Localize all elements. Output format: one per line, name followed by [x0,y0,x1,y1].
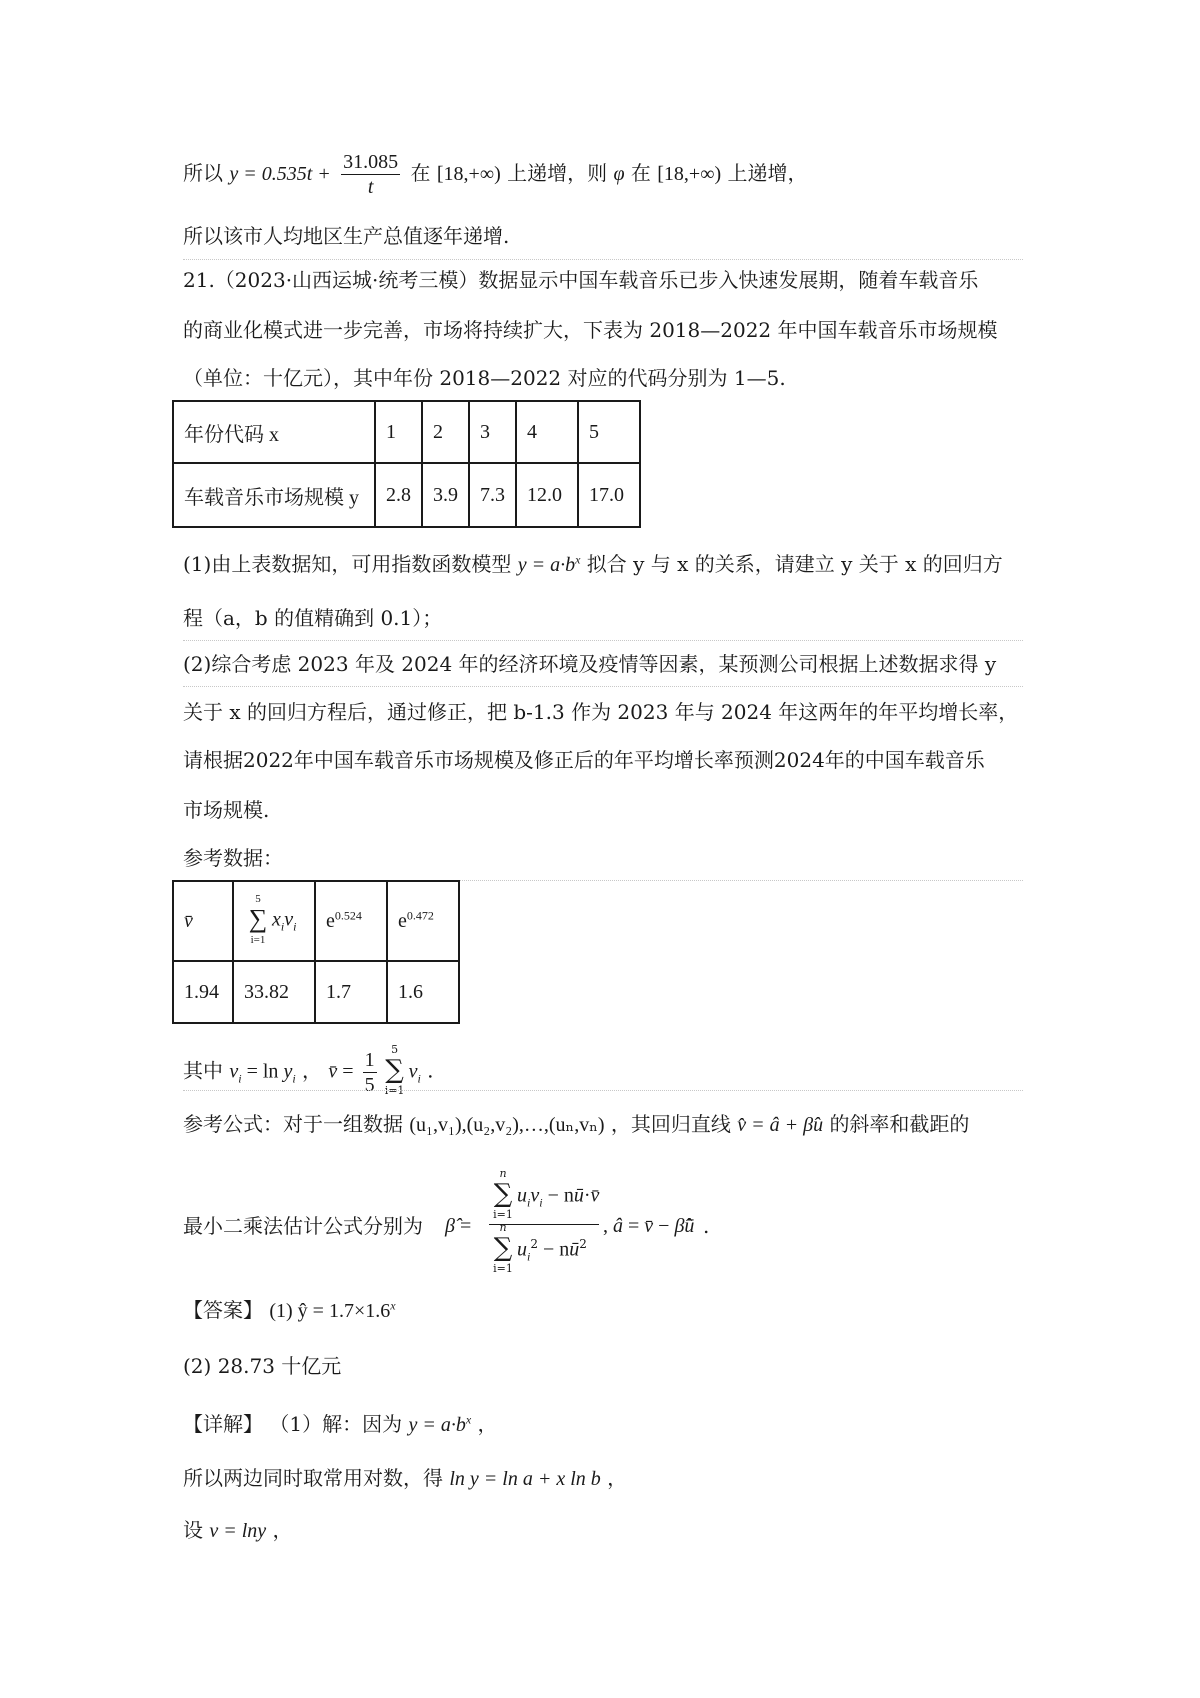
part1-line-1: (1)由上表数据知，可用指数函数模型 $y = a\cdot b^x$ 拟合 y 与 x 的关系，请建立 y 关于 x 的回归方 [183,552,1003,576]
text: ， [607,1466,628,1490]
reference-data-table [172,880,460,1024]
part2-line-4: 市场规模. [183,798,270,822]
table-header-cell: 5 ∑ i=1 $x_iv_i$ [233,881,315,961]
answer-line-2: (2) 28.73 十亿元 [183,1354,342,1378]
text: 在 [630,161,651,185]
table-header-cell: 车载音乐市场规模 y [173,463,375,527]
text: 上递增， [727,161,808,185]
table-header-cell [387,881,459,961]
beta-fraction: n ∑ i=1 $u_iv_i$ − nū·v̄ n ∑ i=1 $u_i^2$ − $nū^2$ [489,1170,599,1280]
exp-base: e [326,909,335,932]
text: ， [272,1518,293,1542]
table-cell: 4 [516,401,578,463]
market-size-table [172,400,641,528]
answer-line-1 [183,1296,396,1325]
exp-base: e [398,909,407,932]
question-line-1: 21.（2023·山西运城·统考三模）数据显示中国车载音乐已步入快速发展期，随着车载音乐 [183,268,979,292]
table-header-cell [315,881,387,961]
part1-line-2: 程（a，b 的值精确到 0.1）； [183,606,443,630]
answer-label: 【答案】 [183,1298,263,1322]
table-row [173,463,640,527]
text: 设 [183,1518,203,1542]
part2-line-1: (2)综合考虑 2023 年及 2024 年的经济环境及疫情等因素，某预测公司根据上述数据求得 y [183,652,997,676]
text: ， [302,1058,323,1083]
table-row [173,961,459,1023]
table-header-cell [173,881,233,961]
exponent: 0.524 [334,907,362,922]
interval: [18,+∞) [657,163,722,185]
fraction: $\frac{1}{5}$ [364,1048,375,1096]
text: . [427,1058,434,1083]
part2-line-2: 关于 x 的回归方程后，通过修正，把 b-1.3 作为 2023 年与 2024 年这两年的年平均增长率， [183,700,1019,724]
divider [183,686,1023,687]
text: (1)由上表数据知，可用指数函数模型 [183,552,512,576]
fraction [341,150,400,199]
divider [183,1090,1023,1091]
vbar-symbol: v̄ [184,909,193,932]
formula-ref-line-1 [183,1110,969,1139]
table-cell: 2.8 [375,463,422,527]
reference-data-label: 参考数据： [183,846,283,870]
formula: y = a·b [408,1414,466,1436]
text: 其中 [183,1058,223,1083]
data-pairs: (u₁,v₁),(u₂,v₂),…,(uₙ,vₙ) [409,1114,605,1136]
table-cell: 33.82 [233,961,315,1023]
sum-lower: i=1 [250,934,266,946]
detail-line-3 [183,1516,293,1545]
table-cell: 2 [422,401,469,463]
detail-label: 【详解】 [183,1412,263,1436]
formula: y = 0.535t + [229,163,331,185]
table-row [173,881,459,961]
answer-formula: (1) ŷ = 1.7×1.6 [269,1300,391,1322]
text: 在 [410,161,431,185]
text: 参考公式：对于一组数据 [183,1112,403,1136]
table-header-cell: 年份代码 x [173,401,375,463]
question-line-3: （单位：十亿元），其中年份 2018—2022 对应的代码分别为 1—5. [183,366,786,390]
formula: ln y = ln a + x ln b [449,1468,601,1490]
detail-line-1: 【详解】 （1）解：因为 $y = a\cdot b^x$ ， [183,1412,498,1436]
table-cell: 3.9 [422,463,469,527]
text: （1）解：因为 [269,1412,403,1436]
text: ，其回归直线 [610,1112,731,1136]
exponent: 0.472 [406,907,434,922]
table-cell: 1.94 [173,961,233,1023]
text: 所以 [183,161,223,185]
table-cell: 1 [375,401,422,463]
divider [183,259,1023,260]
text: 所以两边同时取常用对数，得 [183,1466,443,1490]
text: ， [477,1412,498,1436]
table-cell: 3 [469,401,516,463]
formula: y = a·b [517,554,576,576]
exponent: x [390,1298,396,1313]
table-cell: 1.7 [315,961,387,1023]
formula: v = lny [209,1520,267,1542]
text: 上递增，则 [507,161,608,185]
question-line-2: 的商业化模式进一步完善，市场将持续扩大，下表为 2018—2022 年中国车载音乐市场规模 [183,318,998,342]
interval: [18,+∞) [436,163,501,185]
conclusion-line-2: 所以该市人均地区生产总值逐年递增. [183,224,510,248]
table-cell: 12.0 [516,463,578,527]
detail-line-2 [183,1464,627,1493]
text: 拟合 y 与 x 的关系，请建立 y 关于 x 的回归方 [586,552,1003,576]
part2-line-3: 请根据2022年中国车载音乐市场规模及修正后的年平均增长率预测2024年的中国车载音乐 [183,748,985,772]
sum-upper: 5 [255,893,261,905]
conclusion-line-1 [183,150,807,199]
sum-expression: x [272,908,281,931]
phi-symbol: φ [613,163,625,185]
table-cell: 17.0 [578,463,640,527]
summation-symbol: 5 ∑ i=1 [384,1043,405,1097]
fraction-numerator: 31.085 [343,151,399,173]
document-page: 所以 y = 0.535t + $\frac{31.085}{t}$ 在 [18,+∞) 上递增，则 φ 在 [18,+∞) 上递增， 所以该市人均地区生产总值逐年递增. 21.（2023·山西运城·统考三模）数据显示中国车载音乐已步入快速发展期，随着车载音乐 的商业化模式进一步完善，市场将持续扩大，下表为 2018—2022 年中国车载音乐市场规模 （单位：十亿元），其中年份 2018—2022 对应的代码分别为 1—5. 年份代码 x 1 2 3 4 5 车载音乐市场规模 y 2.8 3.9 7.3 12.0 17.0 (1)由上表数据知，可用指数函数模型 $y = a\cdot b^x$ 拟合 y 与 x 的关系，请建立 y 关于 x 的回归方 程（a，b 的值精确到 0.1）； (2)综合考虑 2023 年及 2024 年的经济环境及疫情等因素，某预测公司根据上述数据求得 y 关于 x 的回归方程后，通过修正，把 b-1.3 作为 2023 年与 2024 年这两年的年平均增长率， 请根据2022年中国车载音乐市场规模及修正后的年平均增长率预测2024年的中国车载音乐 市场规模. 参考数据： v̄ 5 ∑ i=1 $x_iv_i$ $e^{0.524}$ $e^{0.472}$ 1.94 33.82 1.7 1.6 其中 $v_i = \ln y_i$ ， v̄ = $\frac{1}{5}$ 5 ∑ i=1 $v_i$ . 参考公式：对于一组数据 (u₁,v₁),(u₂,v₂),…,(uₙ,vₙ) ，其回归直线 v̂ = â + β̂u 的斜率和截距的 最小二乘法估计公式分别为 β̂ = n ∑ i=1 $u_iv_i$ − nū·v̄ n ∑ i=1 $u_i^2$ − $nū^2$ , â = v̄ − β̂ū . 【答案】 (1) ŷ = $1.7\times 1.6^x$ (2) 28.73 十亿元 【详解】 （1）解：因为 $y = a\cdot b^x$ ， 所以两边同时取常用对数，得 ln y = ln a + x ln b ， 设 v = lny ， [0,0,1200,1698]
table-cell: 7.3 [469,463,516,527]
table-cell: 1.6 [387,961,459,1023]
where-line: 其中 $v_i = \ln y_i$ ， v̄ = $\frac{1}{5}$ 5 ∑ i=1 $v_i$ . [183,1044,434,1084]
text: . [703,1214,710,1238]
fraction-denominator: t [367,176,374,198]
summation-symbol: 5 ∑ i=1 [244,893,272,949]
regression-line-formula: v̂ = â + β̂u [737,1114,824,1136]
text: 的斜率和截距的 [829,1112,970,1136]
divider [183,640,1023,641]
text: 最小二乘法估计公式分别为 [183,1214,423,1238]
table-cell: 5 [578,401,640,463]
table-row [173,401,640,463]
